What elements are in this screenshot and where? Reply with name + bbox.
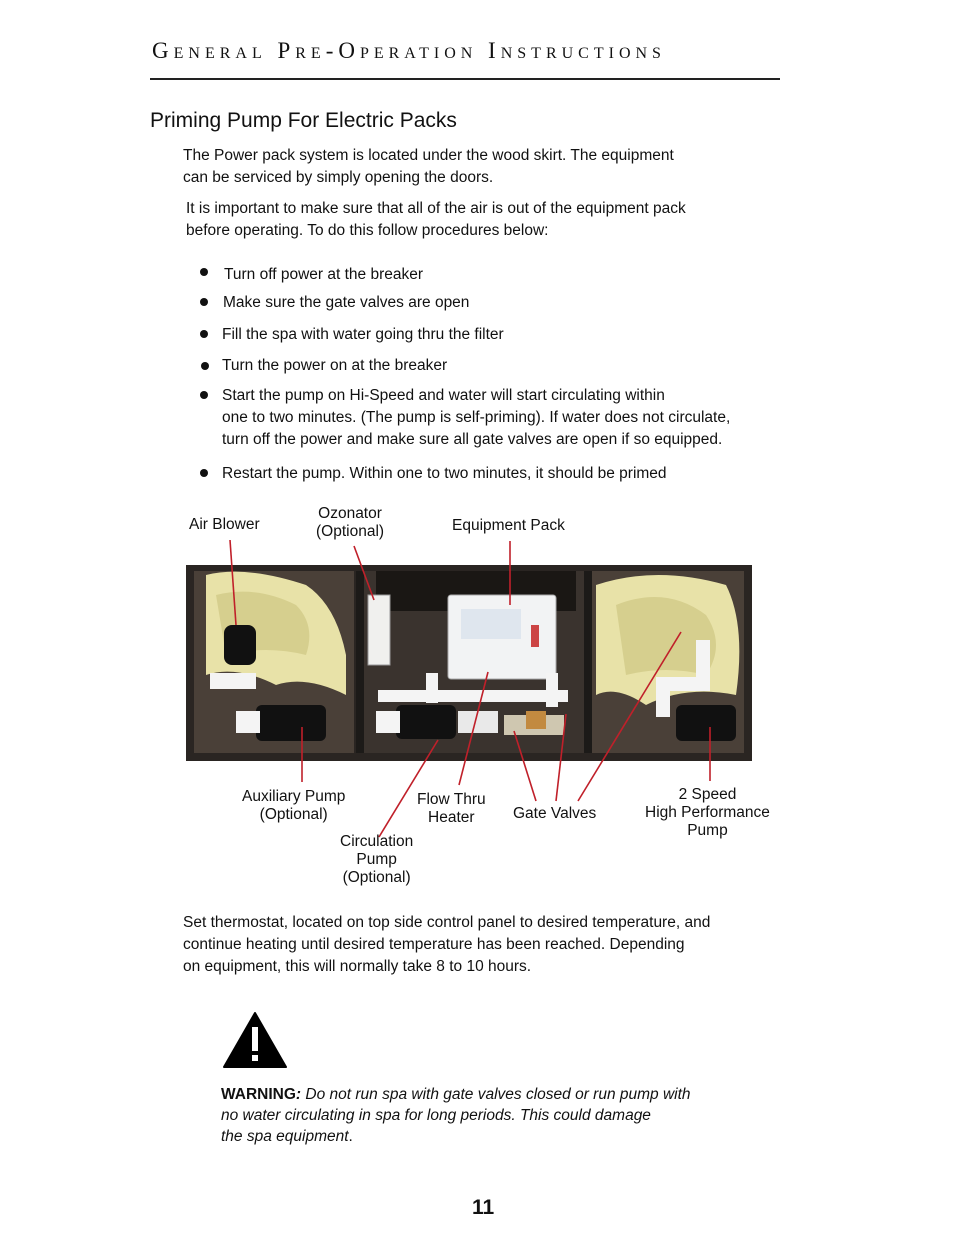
label-line: Auxiliary Pump <box>242 788 346 805</box>
label-line: High Performance <box>645 804 770 821</box>
thermostat-line: Set thermostat, located on top side control panel to desired temperature, and <box>183 914 711 931</box>
label-line: Circulation <box>340 833 414 850</box>
label-circulation-pump <box>340 833 413 887</box>
warning-line: the spa equipment <box>221 1128 349 1145</box>
label-auxiliary-pump <box>242 788 345 824</box>
label-line: Ozonator <box>318 505 382 522</box>
label-air-blower: Air Blower <box>189 516 260 533</box>
thermostat-line: on equipment, this will normally take 8 to 10 hours. <box>183 958 532 975</box>
intro-line: The Power pack system is located under the wood skirt. The equipment <box>183 147 674 164</box>
bullet-line: turn off the power and make sure all gate valves are open if so equipped. <box>222 431 723 448</box>
page-number: 11 <box>472 1196 495 1219</box>
label-line: (Optional) <box>259 806 328 823</box>
bullet-line: Start the pump on Hi-Speed and water will start circulating within <box>222 387 665 404</box>
bullet-item: Restart the pump. Within one to two minutes, it should be primed <box>222 465 667 482</box>
label-ozonator <box>316 505 384 541</box>
intro-line: can be serviced by simply opening the doors. <box>183 169 494 186</box>
bullet-item: Turn off power at the breaker <box>224 266 424 283</box>
bullet-item: Fill the spa with water going thru the filter <box>222 326 504 343</box>
label-line: Heater <box>428 809 475 826</box>
warning-period: . <box>348 1128 353 1145</box>
warning-triangle-icon <box>222 1011 288 1069</box>
label-equipment-pack: Equipment Pack <box>452 517 565 534</box>
page-header-title: General Pre-Operation Instructions <box>152 38 666 63</box>
warning-label: WARNING <box>221 1086 296 1103</box>
thermostat-line: continue heating until desired temperature has been reached. Depending <box>183 936 685 953</box>
warning-colon: : <box>295 1086 302 1103</box>
warning-line: Do not run spa with gate valves closed or run pump with <box>305 1086 691 1103</box>
label-line: Pump <box>356 851 397 868</box>
air-line: before operating. To do this follow procedures below: <box>186 222 549 239</box>
label-line: Pump <box>687 822 728 839</box>
label-line: 2 Speed <box>678 786 737 803</box>
label-two-speed-pump <box>645 786 770 840</box>
label-line: (Optional) <box>342 869 411 886</box>
thermostat-paragraph <box>183 912 710 978</box>
label-line: (Optional) <box>316 523 385 540</box>
label-flow-thru-heater <box>417 791 486 827</box>
warning-text <box>221 1084 741 1147</box>
warning-line: no water circulating in spa for long periods. This could damage <box>221 1107 651 1124</box>
air-line: It is important to make sure that all of the air is out of the equipment pack <box>186 200 686 217</box>
bullet-item: Turn the power on at the breaker <box>222 357 448 374</box>
label-line: Flow Thru <box>417 791 486 808</box>
bullet-line: one to two minutes. (The pump is self-priming). If water does not circulate, <box>222 409 731 426</box>
section-heading: Priming Pump For Electric Packs <box>150 109 457 132</box>
bullet-item: Make sure the gate valves are open <box>223 294 470 311</box>
label-gate-valves: Gate Valves <box>513 805 597 822</box>
